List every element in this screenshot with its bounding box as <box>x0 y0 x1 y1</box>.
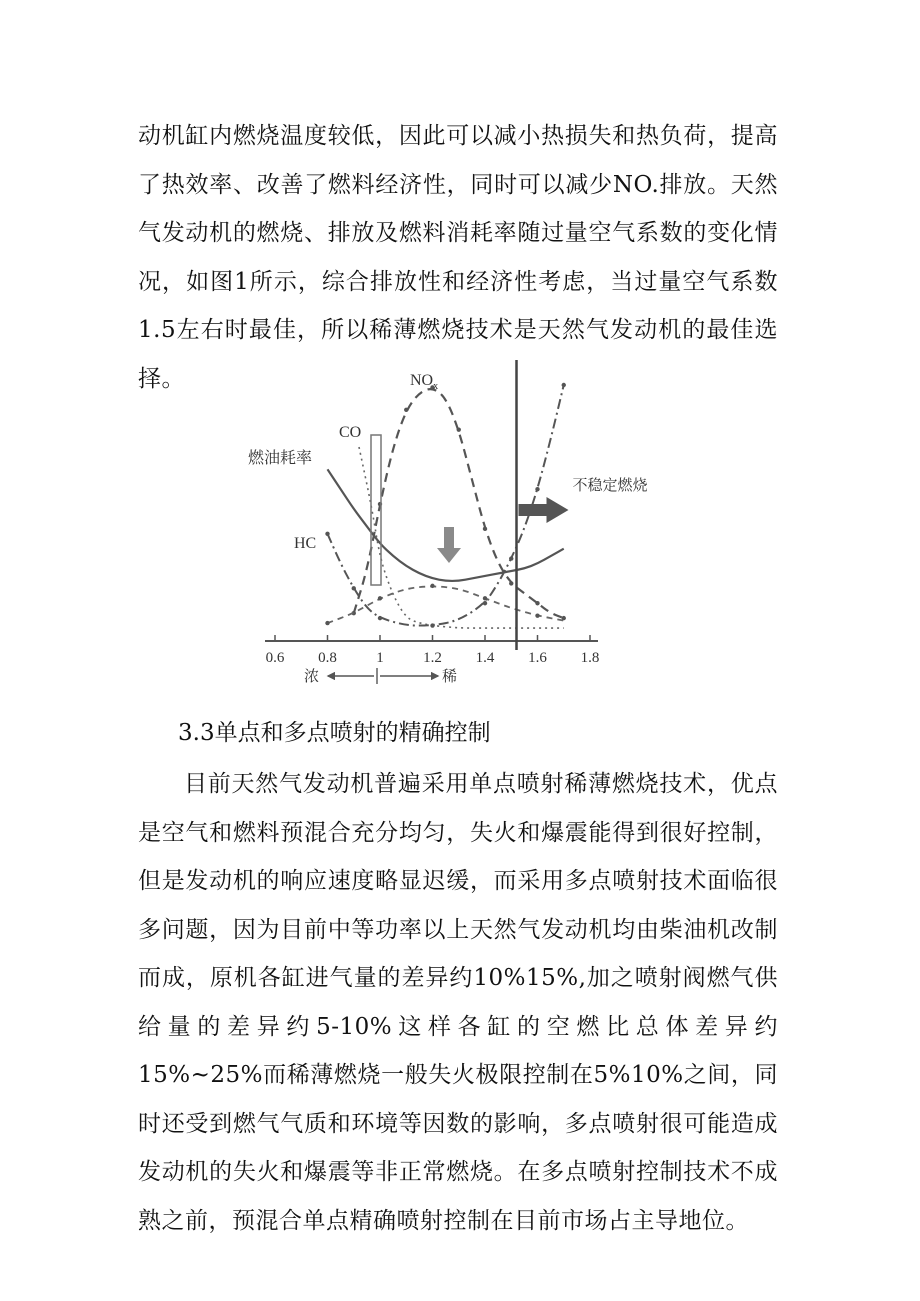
unstable-arrow-icon <box>519 497 569 523</box>
series-point-3 <box>535 487 539 491</box>
series-point-3 <box>352 586 356 590</box>
x-tick-label: 1 <box>376 650 384 666</box>
series-point-3 <box>562 383 566 387</box>
x-tick-label: 0.8 <box>318 650 337 666</box>
series-point-4 <box>378 596 382 600</box>
figure-1 <box>240 365 648 695</box>
series-point-0 <box>457 427 461 431</box>
x-tick-label: 0.6 <box>265 650 285 666</box>
body-paragraph: 动机缸内燃烧温度较低，因此可以减小热损失和热负荷，提高了热效率、改善了燃料经济性，同时可以减少NO.排放。天然气发动机的燃烧、排放及燃料消耗率随过量空气系数的变化情况，如图1所示，综合排放性和经济性考虑，当过量空气系数1.5左右时最佳，所以稀薄燃烧技术是天然气发动机的最佳选择。 <box>138 123 778 392</box>
emission-chart <box>240 365 648 695</box>
series-point-3 <box>325 532 329 536</box>
series-point-3 <box>430 623 434 627</box>
lean-label: 稀 <box>442 669 458 685</box>
optimum-arrow-icon <box>437 527 461 563</box>
series-point-4 <box>535 613 539 617</box>
nox-label <box>410 372 438 392</box>
x-tick-label: 1.6 <box>528 650 547 666</box>
fuel-consumption-label: 燃油耗率 <box>248 450 313 467</box>
series-point-4 <box>325 621 329 625</box>
nox-label-main: NO <box>410 372 434 389</box>
series-point-0 <box>535 601 539 605</box>
series-point-4 <box>483 596 487 600</box>
rich-label: 浓 <box>304 669 320 685</box>
unstable-label: 不稳定燃烧 <box>572 478 648 494</box>
series-line-4 <box>328 587 564 624</box>
hc-label: HC <box>294 535 317 552</box>
x-tick-label: 1.2 <box>423 650 442 666</box>
co-label: CO <box>339 424 362 441</box>
series-line-1 <box>328 469 564 581</box>
x-tick-label: 1.4 <box>475 650 495 666</box>
series-point-4 <box>430 584 434 588</box>
series-point-0 <box>483 527 487 531</box>
series-point-3 <box>509 556 513 560</box>
series-point-0 <box>404 408 408 412</box>
section-heading: 3.3单点和多点喷射的精确控制 <box>178 720 491 746</box>
series-point-0 <box>509 581 513 585</box>
nox-label-sub: x <box>433 381 439 392</box>
x-tick-label: 1.8 <box>580 650 600 666</box>
body-paragraph-2: 目前天然气发动机普遍采用单点喷射稀薄燃烧技术，优点是空气和燃料预混合充分均匀，失火和爆震能得到很好控制，但是发动机的响应速度略显迟缓，而采用多点喷射技术面临很多问题，因为目前中等功率以上天然气发动机均由柴油机改制而成，原机各缸进气量的差异约10%15%,加之喷射阀燃气供给量的差异约5-10%这样各缸的空燃比总体差异约15%~25%而稀薄燃烧一般失火极限控制在5%10%之间，同时还受到燃气气质和环境等因数的影响，多点喷射很可能造成发动机的失火和爆震等非正常燃烧。在多点喷射控制技术不成熟之前，预混合单点精确喷射控制在目前市场占主导地位。 <box>138 771 778 1234</box>
series-point-3 <box>483 601 487 605</box>
series-point-3 <box>378 616 382 620</box>
